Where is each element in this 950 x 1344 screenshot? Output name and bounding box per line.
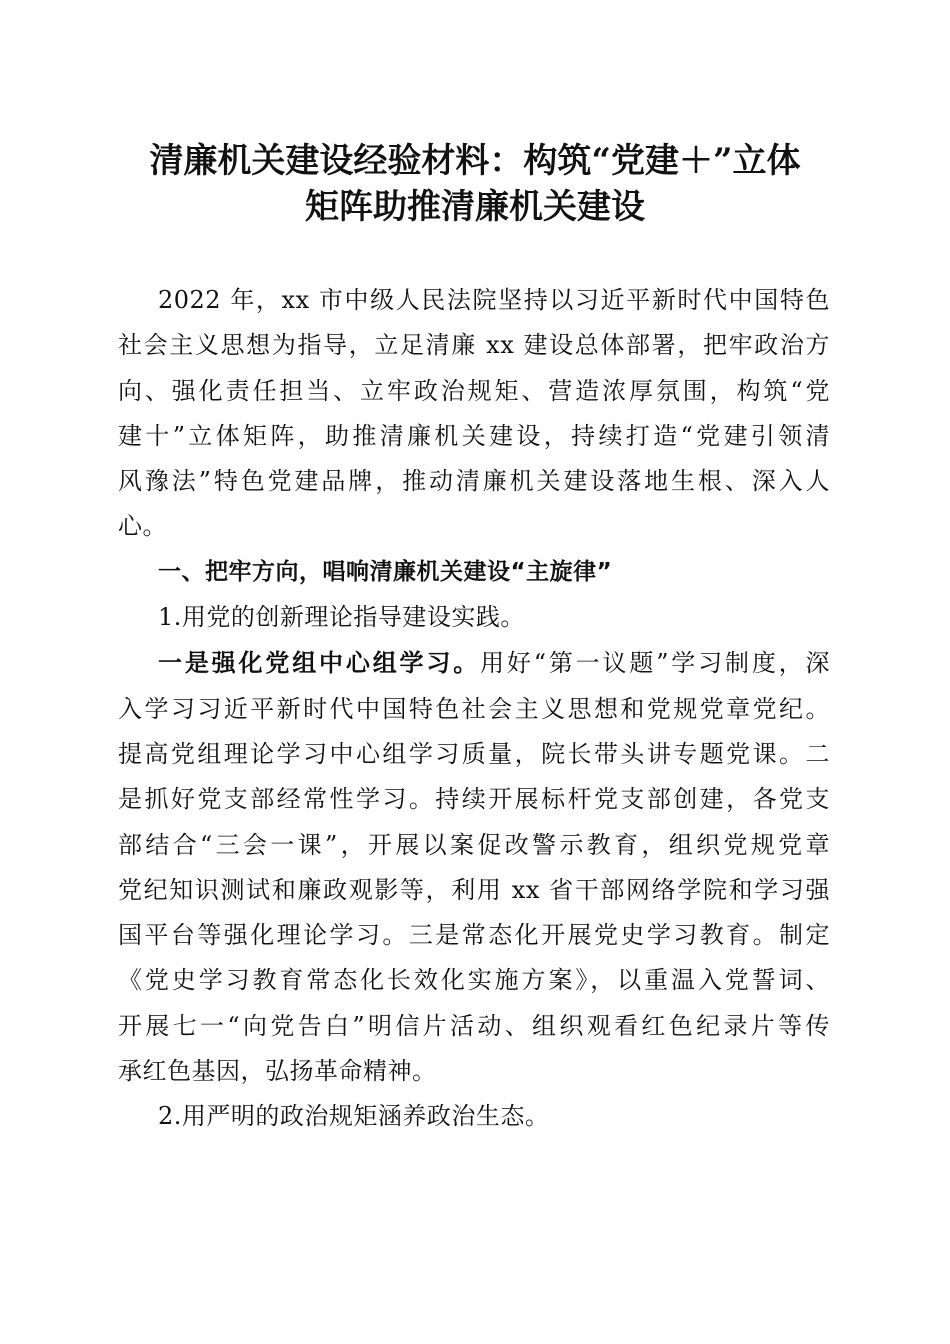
study-line: 开展七一“向党告白”明信片活动、组织观看红色纪录片等传	[118, 1011, 830, 1040]
study-line: 部结合“三会一课”，开展以案促改警示教育，组织党规党章	[118, 830, 830, 859]
study-line: 党纪知识测试和廉政观影等，利用 xx 省干部网络学院和学习强	[118, 875, 830, 904]
title-line-1: 清廉机关建设经验材料：构筑“党建＋”立体	[149, 141, 801, 181]
item-1-text: 1.用党的创新理论指导建设实践。	[158, 603, 525, 632]
title-line-2: 矩阵助推清廉机关建设	[305, 187, 645, 227]
item-2-text: 2.用严明的政治规矩涵养政治生态。	[158, 1102, 550, 1131]
section-1-heading	[118, 550, 830, 595]
document-body	[118, 278, 830, 1140]
study-line-rest: 用好“第一议题”学习制度，深	[480, 649, 830, 678]
study-line: 是抓好党支部经常性学习。持续开展标杆党支部创建，各党支	[118, 785, 830, 814]
study-line: 《党史学习教育常态化长效化实施方案》，以重温入党誓词、	[118, 966, 830, 995]
bold-lead-text: 一是强化党组中心组学习。	[158, 648, 481, 678]
section-heading-text: 一、把牢方向，唱响清廉机关建设“主旋律”	[158, 558, 613, 585]
document-title	[100, 138, 850, 230]
intro-line: 社会主义思想为指导，立足清廉 xx 建设总体部署，把牢政治方	[118, 331, 830, 360]
study-line: 国平台等强化理论学习。三是常态化开展党史学习教育。制定	[118, 921, 830, 950]
study-line: 提高党组理论学习中心组学习质量，院长带头讲专题党课。二	[118, 739, 830, 768]
intro-line: 2022 年，xx 市中级人民法院坚持以习近平新时代中国特色	[158, 286, 830, 314]
intro-paragraph	[118, 278, 830, 550]
item-1	[118, 595, 830, 640]
intro-line: 风豫法”特色党建品牌，推动清廉机关建设落地生根、深入人	[118, 467, 830, 496]
intro-line: 向、强化责任担当、立牢政治规矩、营造浓厚氛围，构筑“党	[118, 376, 830, 405]
study-paragraph	[118, 640, 830, 1094]
intro-line: 心。	[118, 512, 167, 541]
study-line-first	[118, 640, 830, 686]
study-line: 入学习习近平新时代中国特色社会主义思想和党规党章党纪。	[118, 694, 830, 723]
item-2	[118, 1094, 830, 1139]
study-line: 承红色基因，弘扬革命精神。	[118, 1057, 437, 1086]
intro-line: 建十”立体矩阵，助推清廉机关建设，持续打造“党建引领清	[118, 421, 830, 450]
